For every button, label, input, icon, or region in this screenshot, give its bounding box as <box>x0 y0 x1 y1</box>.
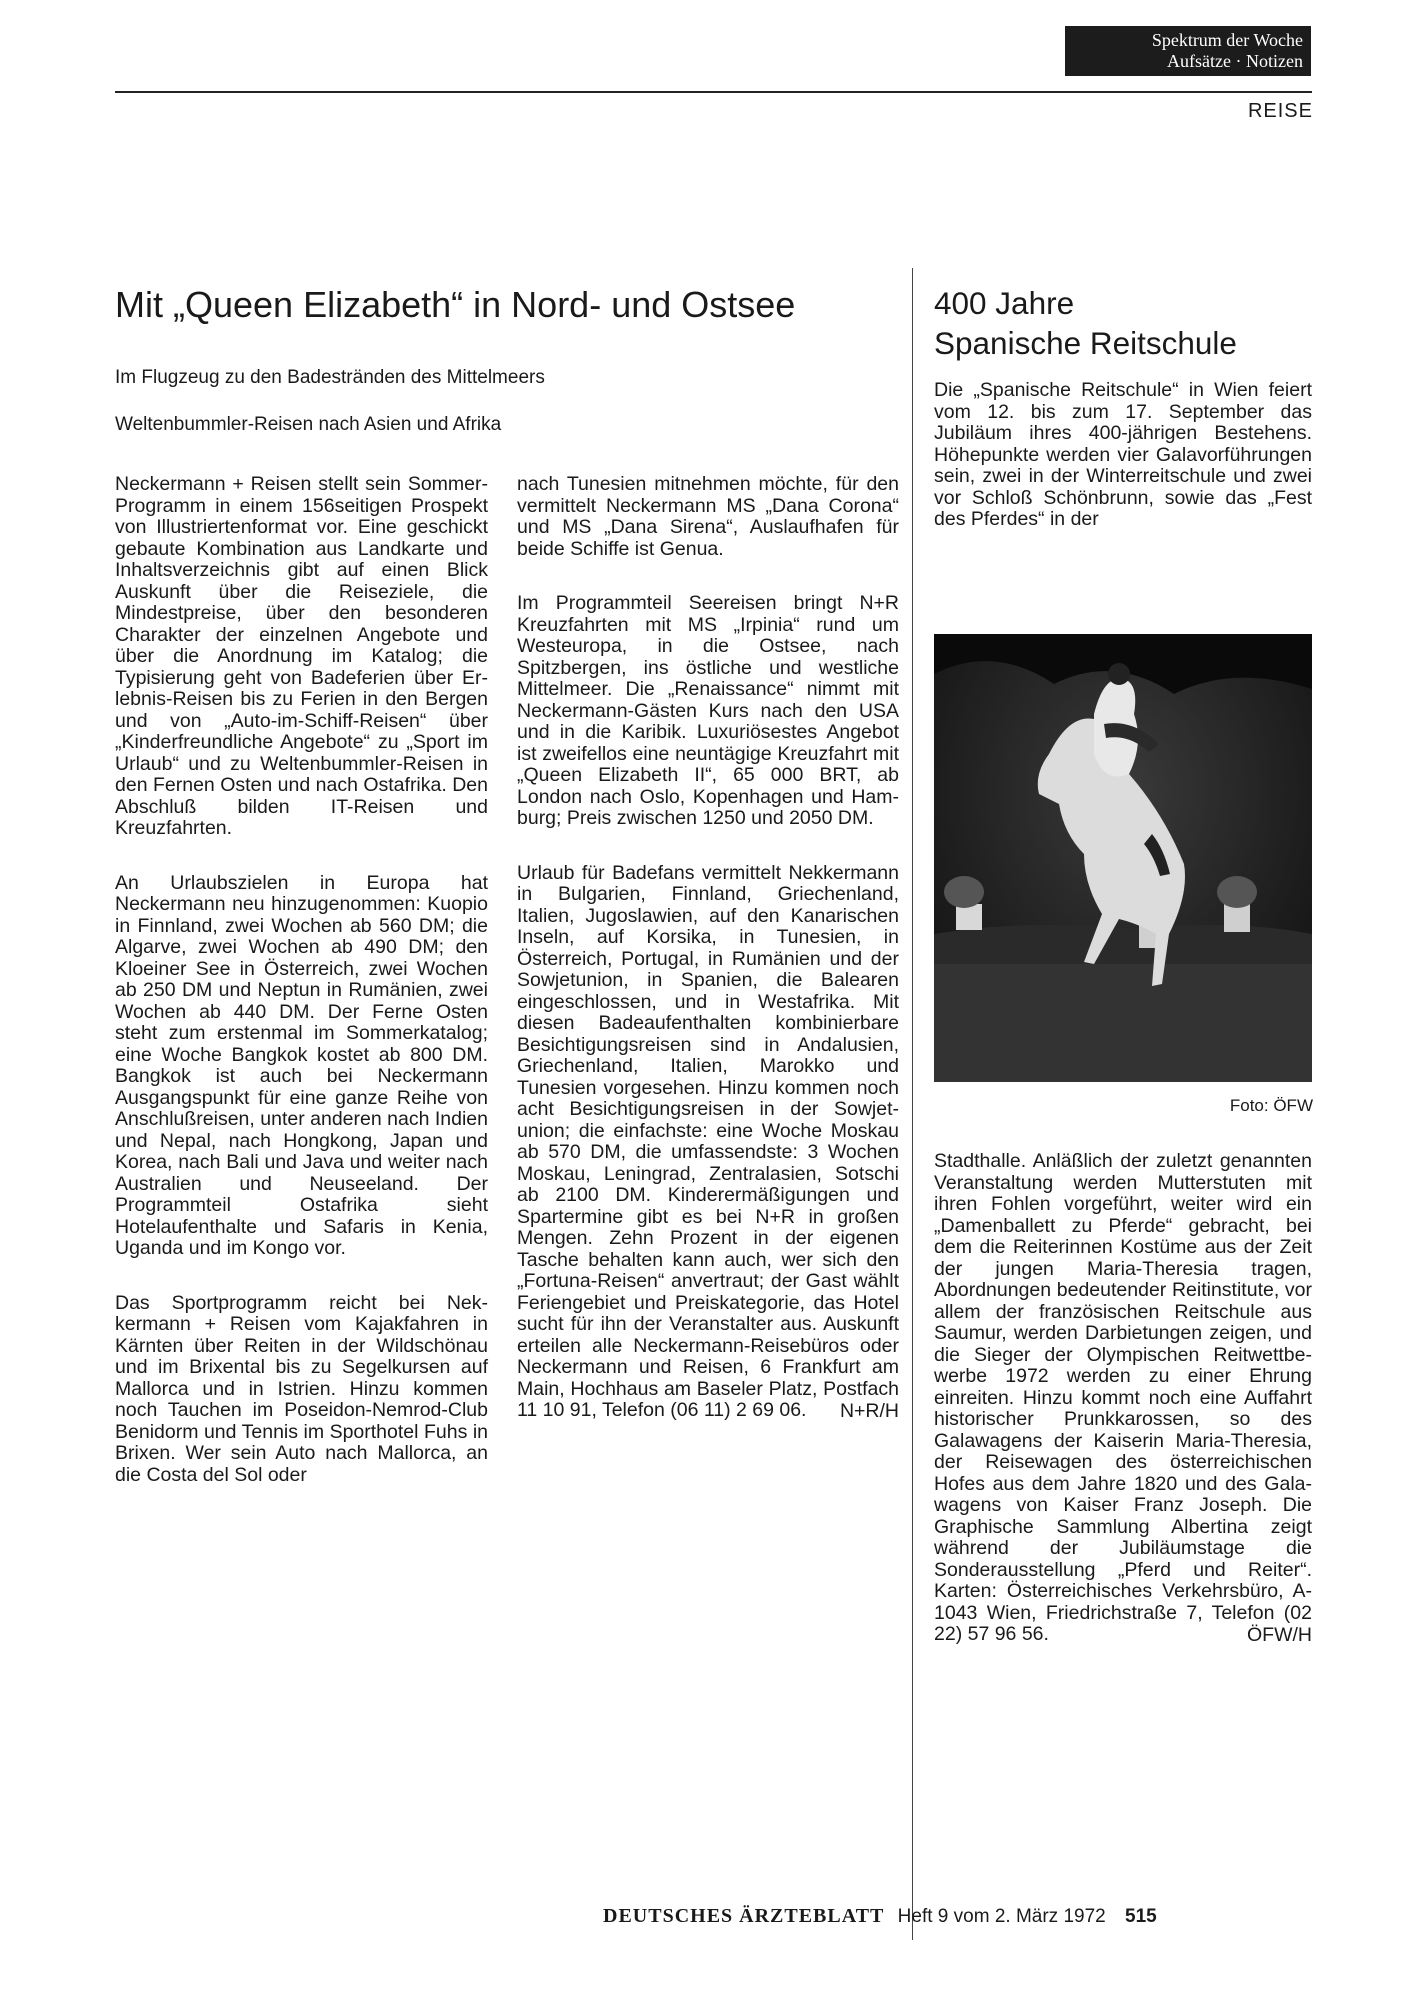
sidebar-text-bottom <box>934 1151 1312 1646</box>
sidebar-headline-line-1: 400 Jahre <box>934 285 1075 321</box>
photo-credit: Foto: ÖFW <box>1229 1096 1313 1115</box>
sidebar-paragraph: Stadthalle. Anläßlich der zuletzt genannten Veranstaltung werden Mutterstuten mit ihren Fohlen vorgeführt, weiter wird ein „Damenballett zu Pferde“ gebracht, bei dem die Reiterinnen Kostüme aus der Zeit der jungen Maria-Theresia tragen, Abordnungen bedeutender Reitinstitute, vor allem der französischen Reitschule aus Saumur, werden Darbietungen zeigen, und die Sieger der Olympischen Reitwettbewerbe 1972 werden zu einer Ehrung einreiten. Hinzu kommt noch eine Auffahrt historischer Prunkkarossen, so des Galawagens der Kaiserin Maria-Theresia, der Reisewagen des österreichischen Hofes aus dem Jahre 1820 und des Galawagens von Kaiser Franz Joseph. Die Graphische Sammlung Albertina zeigt während der Jubiläumstage die Sonderausstellung „Pferd und Reiter“. Karten: Österreichisches Verkehrsbüro, A-1043 Wien, Friedrichstraße 7, Telefon (02 22) 57 96 56. <box>934 1150 1312 1645</box>
header-rule <box>115 91 1312 93</box>
paragraph: nach Tunesien mitnehmen möchte, für den vermittelt Neckermann MS „Dana Corona“ und MS „Dana Sirena“, Auslaufhafen für beide Schiffe ist Genua. <box>517 473 899 560</box>
page-number: 515 <box>1125 1906 1157 1927</box>
sidebar-text-top: Die „Spanische Reitschule“ in Wien feiert vom 12. bis zum 17. September das Jubiläum ihres 400-jährigen Bestehens. Höhepunkte werden vier Galavorführungen sein, zwei in der Winterreitschule und zwei vor Schloß Schönbrunn, sowie das „Fest des Pferdes“ in der <box>934 379 1312 530</box>
page-footer <box>603 1905 1157 1928</box>
paragraph: Im Programmteil Seereisen bringt N+R Kreuzfahrten mit MS „Irpinia“ rund um Westeuropa, in die Ostsee, nach Spitzbergen, ins östliche und westliche Mittelmeer. Die „Renaissance“ nimmt mit Neckermann-Gästen Kurs nach den USA und in die Karibik. Luxuriösestes Angebot ist zweifellos eine neuntägige Kreuzfahrt mit „Queen Elizabeth II“, 65 000 BRT, ab London nach Oslo, Kopenhagen und Hamburg; Preis zwischen 1250 und 2050 DM. <box>517 592 899 829</box>
rearing-horse-photo-icon <box>934 634 1312 1082</box>
sidebar-headline-line-2: Spanische Reitschule <box>934 325 1237 361</box>
issue-info: Heft 9 vom 2. März 1972 <box>897 1906 1106 1927</box>
article-headline: Mit „Queen Elizabeth“ in Nord- und Ostsee <box>115 284 796 325</box>
sidebar-signature: ÖFW/H <box>1247 1623 1312 1646</box>
paragraph: Das Sportprogramm reicht bei Nekkermann + Reisen vom Kajakfahren in Kärnten über Reiten in der Wildschönau und im Brixental bis zu Segelkursen auf Mallorca und in Istrien. Hinzu kommen noch Tauchen im Poseidon-Nemrod-Club Benidorm und Tennis im Sporthotel Fuhs in Brixen. Wer sein Auto nach Mallorca, an die Costa del Sol oder <box>115 1291 488 1486</box>
article-column-1 <box>115 474 488 1519</box>
article-column-2 <box>517 474 899 1422</box>
journal-name: DEUTSCHES ÄRZTEBLATT <box>603 1905 885 1927</box>
paragraph: Neckermann + Reisen stellt sein Sommer-Programm in einem 156seitigen Prospekt von Illustriertenformat vor. Eine geschickt gebaute Kombination aus Landkarte und Inhaltsverzeichnis gibt auf einen Blick Auskunft über die Reiseziele, die Mindestpreise, über den besonderen Charakter der einzelnen Angebote und über die Anordnung im Katalog; die Typisierung geht von Badeferien über Erlebnis-Reisen bis zu Ferien in den Bergen und von „Auto-im-Schiff-Reisen“ über „Kinderfreundliche Angebote“ zu „Sport im Urlaub“ und zu Weltenbummler-Reisen in den Fernen Osten und nach Ostafrika. Den Abschluß bilden IT-Reisen und Kreuzfahrten. <box>115 473 488 839</box>
paragraph: Urlaub für Badefans vermittelt Nekkermann in Bulgarien, Finnland, Griechenland, Italien, Jugoslawien, auf den Kanarischen Inseln, auf Korsika, in Tunesien, in Österreich, Portugal, in Rumänien und der Sowjetunion, in Spanien, die Balearen eingeschlossen, und in Westafrika. Mit diesen Badeaufenthalten kombinierbare Besichtigungsreisen sind in Andalusien, Griechenland, Italien, Marokko und Tunesien vorgesehen. Hinzu kommen noch acht Besichtigungsreisen in der Sowjetunion; die einfachste: eine Woche Moskau ab 570 DM, die umfassendste: 3 Wochen Moskau, Leningrad, Zentralasien, Sotschi ab 2100 DM. Kinderermäßigungen und Spartermine gibt es bei N+R in großen Mengen. Zehn Prozent in der eigenen Tasche behalten kann auch, wer sich den „Fortuna-Reisen“ anvertraut; der Gast wählt Feriengebiet und Preiskategorie, das Hotel sucht für ihn der Veranstalter aus. Auskunft erteilen alle Neckermann-Reisebüros oder Neckermann und Reisen, 6 Frankfurt am Main, Hochhaus am Baseler Platz, Postfach 11 10 91, Telefon (06 11) 2 69 06. <box>517 861 899 1421</box>
badge-line-2: Aufsätze · Notizen <box>1167 51 1303 71</box>
section-label: REISE <box>1247 100 1313 122</box>
article-subhead-2: Weltenbummler-Reisen nach Asien und Afrika <box>115 414 502 435</box>
paragraph: An Urlaubszielen in Europa hat Neckermann neu hinzugenommen: Kuopio in Finnland, zwei Wochen ab 560 DM; die Algarve, zwei Wochen ab 490 DM; den Kloeiner See in Österreich, zwei Wochen ab 250 DM und Neptun in Rumänien, zwei Wochen ab 440 DM. Der Ferne Osten steht zum erstenmal im Sommerkatalog; eine Woche Bangkok kostet ab 800 DM. Bangkok ist auch bei Neckermann Ausgangspunkt für eine ganze Reihe von Anschlußreisen, unter anderen nach Indien und Nepal, nach Hongkong, Japan und Korea, nach Bali und Java und weiter nach Australien und Neuseeland. Der Programmteil Ostafrika sieht Hotelaufenthalte und Safaris in Kenia, Uganda und im Kongo vor. <box>115 871 488 1259</box>
article-subhead-1: Im Flugzeug zu den Badestränden des Mittelmeers <box>115 367 545 388</box>
badge-line-1: Spektrum der Woche <box>1151 30 1303 50</box>
column-divider <box>912 268 913 1940</box>
sidebar-headline <box>934 283 1314 363</box>
horse-photo <box>934 634 1312 1082</box>
section-badge <box>1065 26 1311 76</box>
article-signature: N+R/H <box>839 1399 899 1422</box>
